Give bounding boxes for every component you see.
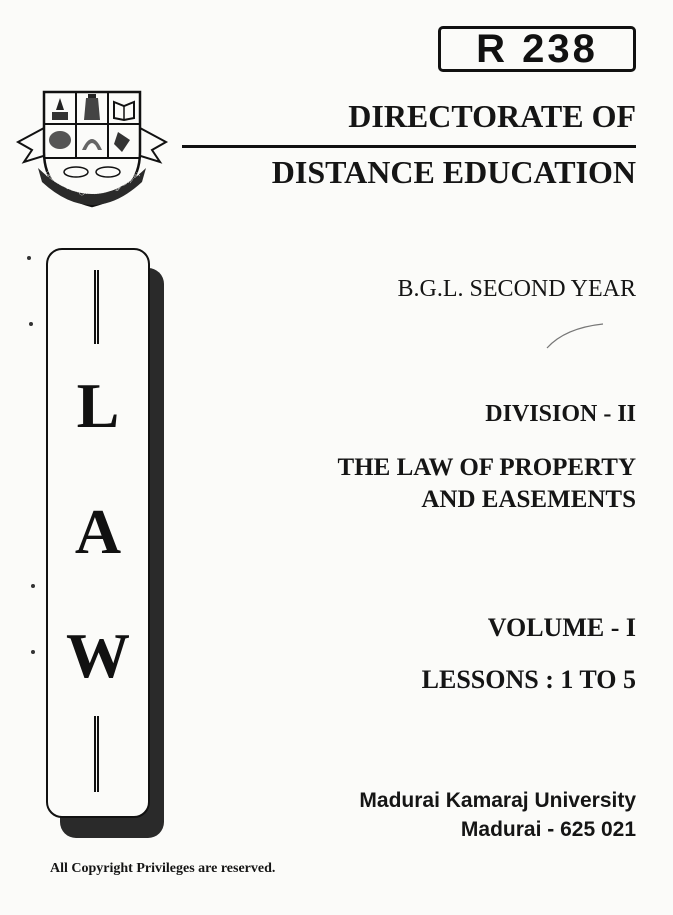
university-emblem-graphic (14, 88, 170, 212)
document-code: R 238 (476, 27, 598, 71)
law-panel (46, 248, 150, 818)
scan-speck (29, 322, 33, 326)
course-year: B.G.L. SECOND YEAR (397, 276, 636, 302)
course-subject (200, 452, 636, 516)
law-letter-a: A (74, 496, 122, 567)
law-panel-rule-top (94, 270, 99, 344)
scan-speck (31, 650, 35, 654)
law-panel-rule-bottom (94, 716, 99, 792)
emblem-motto: மெய்ப் பொருள் காண்பது அறிவு (43, 169, 141, 197)
law-letter-w: W (66, 620, 130, 691)
course-volume: VOLUME - I (487, 613, 636, 642)
university-emblem (14, 88, 170, 212)
course-subject-line-1: THE LAW OF PROPERTY (337, 454, 636, 481)
course-division: DIVISION - II (485, 401, 636, 427)
university-address: Madurai - 625 021 (460, 818, 636, 841)
university-name: Madurai Kamaraj University (359, 789, 636, 812)
pen-mark (545, 320, 605, 350)
scan-speck (31, 584, 35, 588)
copyright-notice: All Copyright Privileges are reserved. (50, 861, 276, 876)
header-line-1: DIRECTORATE OF (348, 98, 636, 134)
course-lessons: LESSONS : 1 TO 5 (421, 665, 636, 694)
course-subject-line-2: AND EASEMENTS (421, 486, 636, 513)
document-code-box (438, 26, 636, 72)
law-letter-l: L (76, 370, 120, 441)
header-line-2: DISTANCE EDUCATION (271, 154, 636, 190)
header-divider (182, 145, 636, 148)
scan-speck (27, 256, 31, 260)
